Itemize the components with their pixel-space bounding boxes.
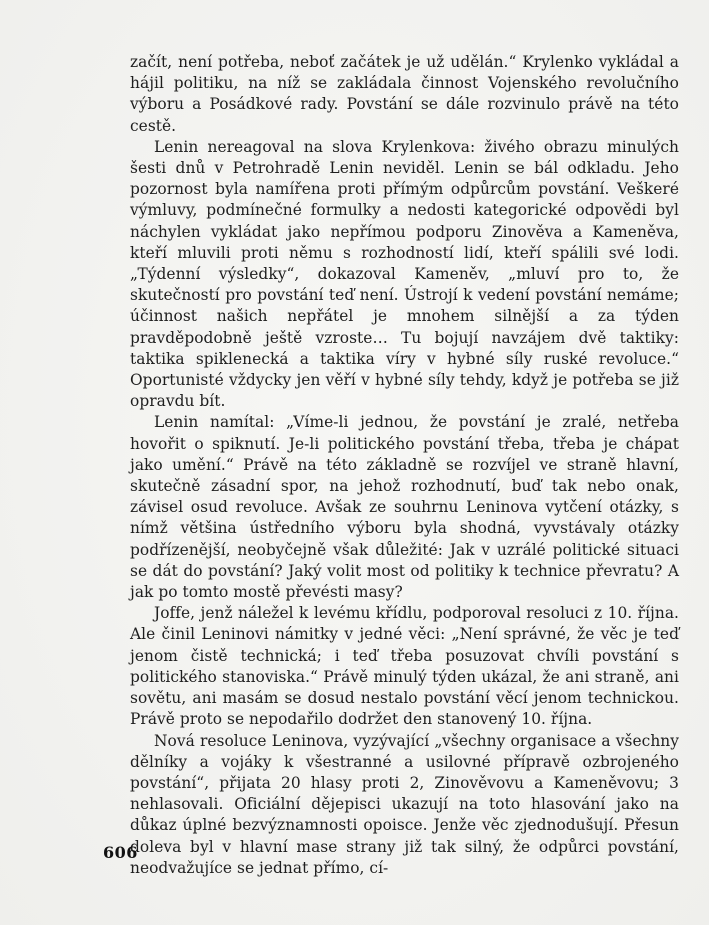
page-number: 606 — [103, 843, 138, 862]
paragraph-3: Lenin namítal: „Víme-li jednou, že povstání je zralé, netřeba hovořit o spiknutí. Je-li politického povstání třeba, třeba je chápat jako umění.“ Právě na této základně se rozvíjel ve straně hlavní, skutečně zásadní spor, na jehož rozhodnutí, buď tak nebo onak, závisel osud revoluce. Avšak ze souhrnu Leninova vytčení otázky, s nímž většina ústředního výboru byla shodná, vyvstávaly otázky podřízenější, neobyčejně však důležité: Jak v uzrálé politické situaci se dát do povstání? Jaký volit most od politiky k technice převratu? A jak po tomto mostě převésti masy? — [130, 413, 679, 602]
body-text — [130, 52, 679, 879]
paragraph-4: Joffe, jenž náležel k levému křídlu, podporoval resoluci z 10. října. Ale činil Leninovi námitky v jedné věci: „Není správné, že věc je teď jenom čistě technická; i teď třeba posuzovat chvíli povstání s politického stanoviska.“ Právě minulý týden ukázal, že ani straně, ani sovětu, ani masám se dosud nestalo povstání věcí jenom technickou. Právě proto se nepodařilo dodržet den stanovený 10. října. — [130, 604, 679, 729]
paragraph-5: Nová resoluce Leninova, vyzývající „všechny organisace a všechny dělníky a vojáky k všestranné a usilovné přípravě ozbrojeného povstání“, přijata 20 hlasy proti 2, Zinověvovu a Kameněvovu; 3 nehlasovali. Oficiální dějepisci ukazují na toto hlasování jako na důkaz úplné bezvýznamnosti opoisce. Jenže věc zjednodušují. Přesun doleva byl v hlavní mase strany již tak silný, že odpůrci povstání, neodvažujíce se jednat přímo, cí- — [130, 731, 679, 877]
paragraph-1: začít, není potřeba, neboť začátek je už udělán.“ Krylenko vykládal a hájil politiku, na níž se zakládala činnost Vojenského revolučního výboru a Posádkové rady. Povstání se dále rozvinulo právě na této cestě. — [130, 53, 679, 135]
paragraph-2: Lenin nereagoval na slova Krylenkova: živého obrazu minulých šesti dnů v Petrohradě Lenin neviděl. Lenin se bál odkladu. Jeho pozornost byla namířena proti přímým odpůrcům povstání. Veškeré výmluvy, podmínečné formulky a nedosti kategorické odpovědi byl náchylen vykládat jako nepřímou podporu Zinověva a Kameněva, kteří mluvili proti němu s rozhodností lidí, kteří spálili své lodi. „Týdenní výsledky“, dokazoval Kameněv, „mluví pro to, že skutečností pro povstání teď není. Ústrojí k vedení povstání nemáme; účinnost našich nepřátel je mnohem silnější a za týden pravděpodobně ještě vzroste… Tu bojují navzájem dvě taktiky: taktika spiklenecká a taktika víry v hybné síly ruské revoluce.“ Oportunisté vždycky jen věří v hybné síly tehdy, když je potřeba se již opravdu bít. — [130, 137, 679, 411]
